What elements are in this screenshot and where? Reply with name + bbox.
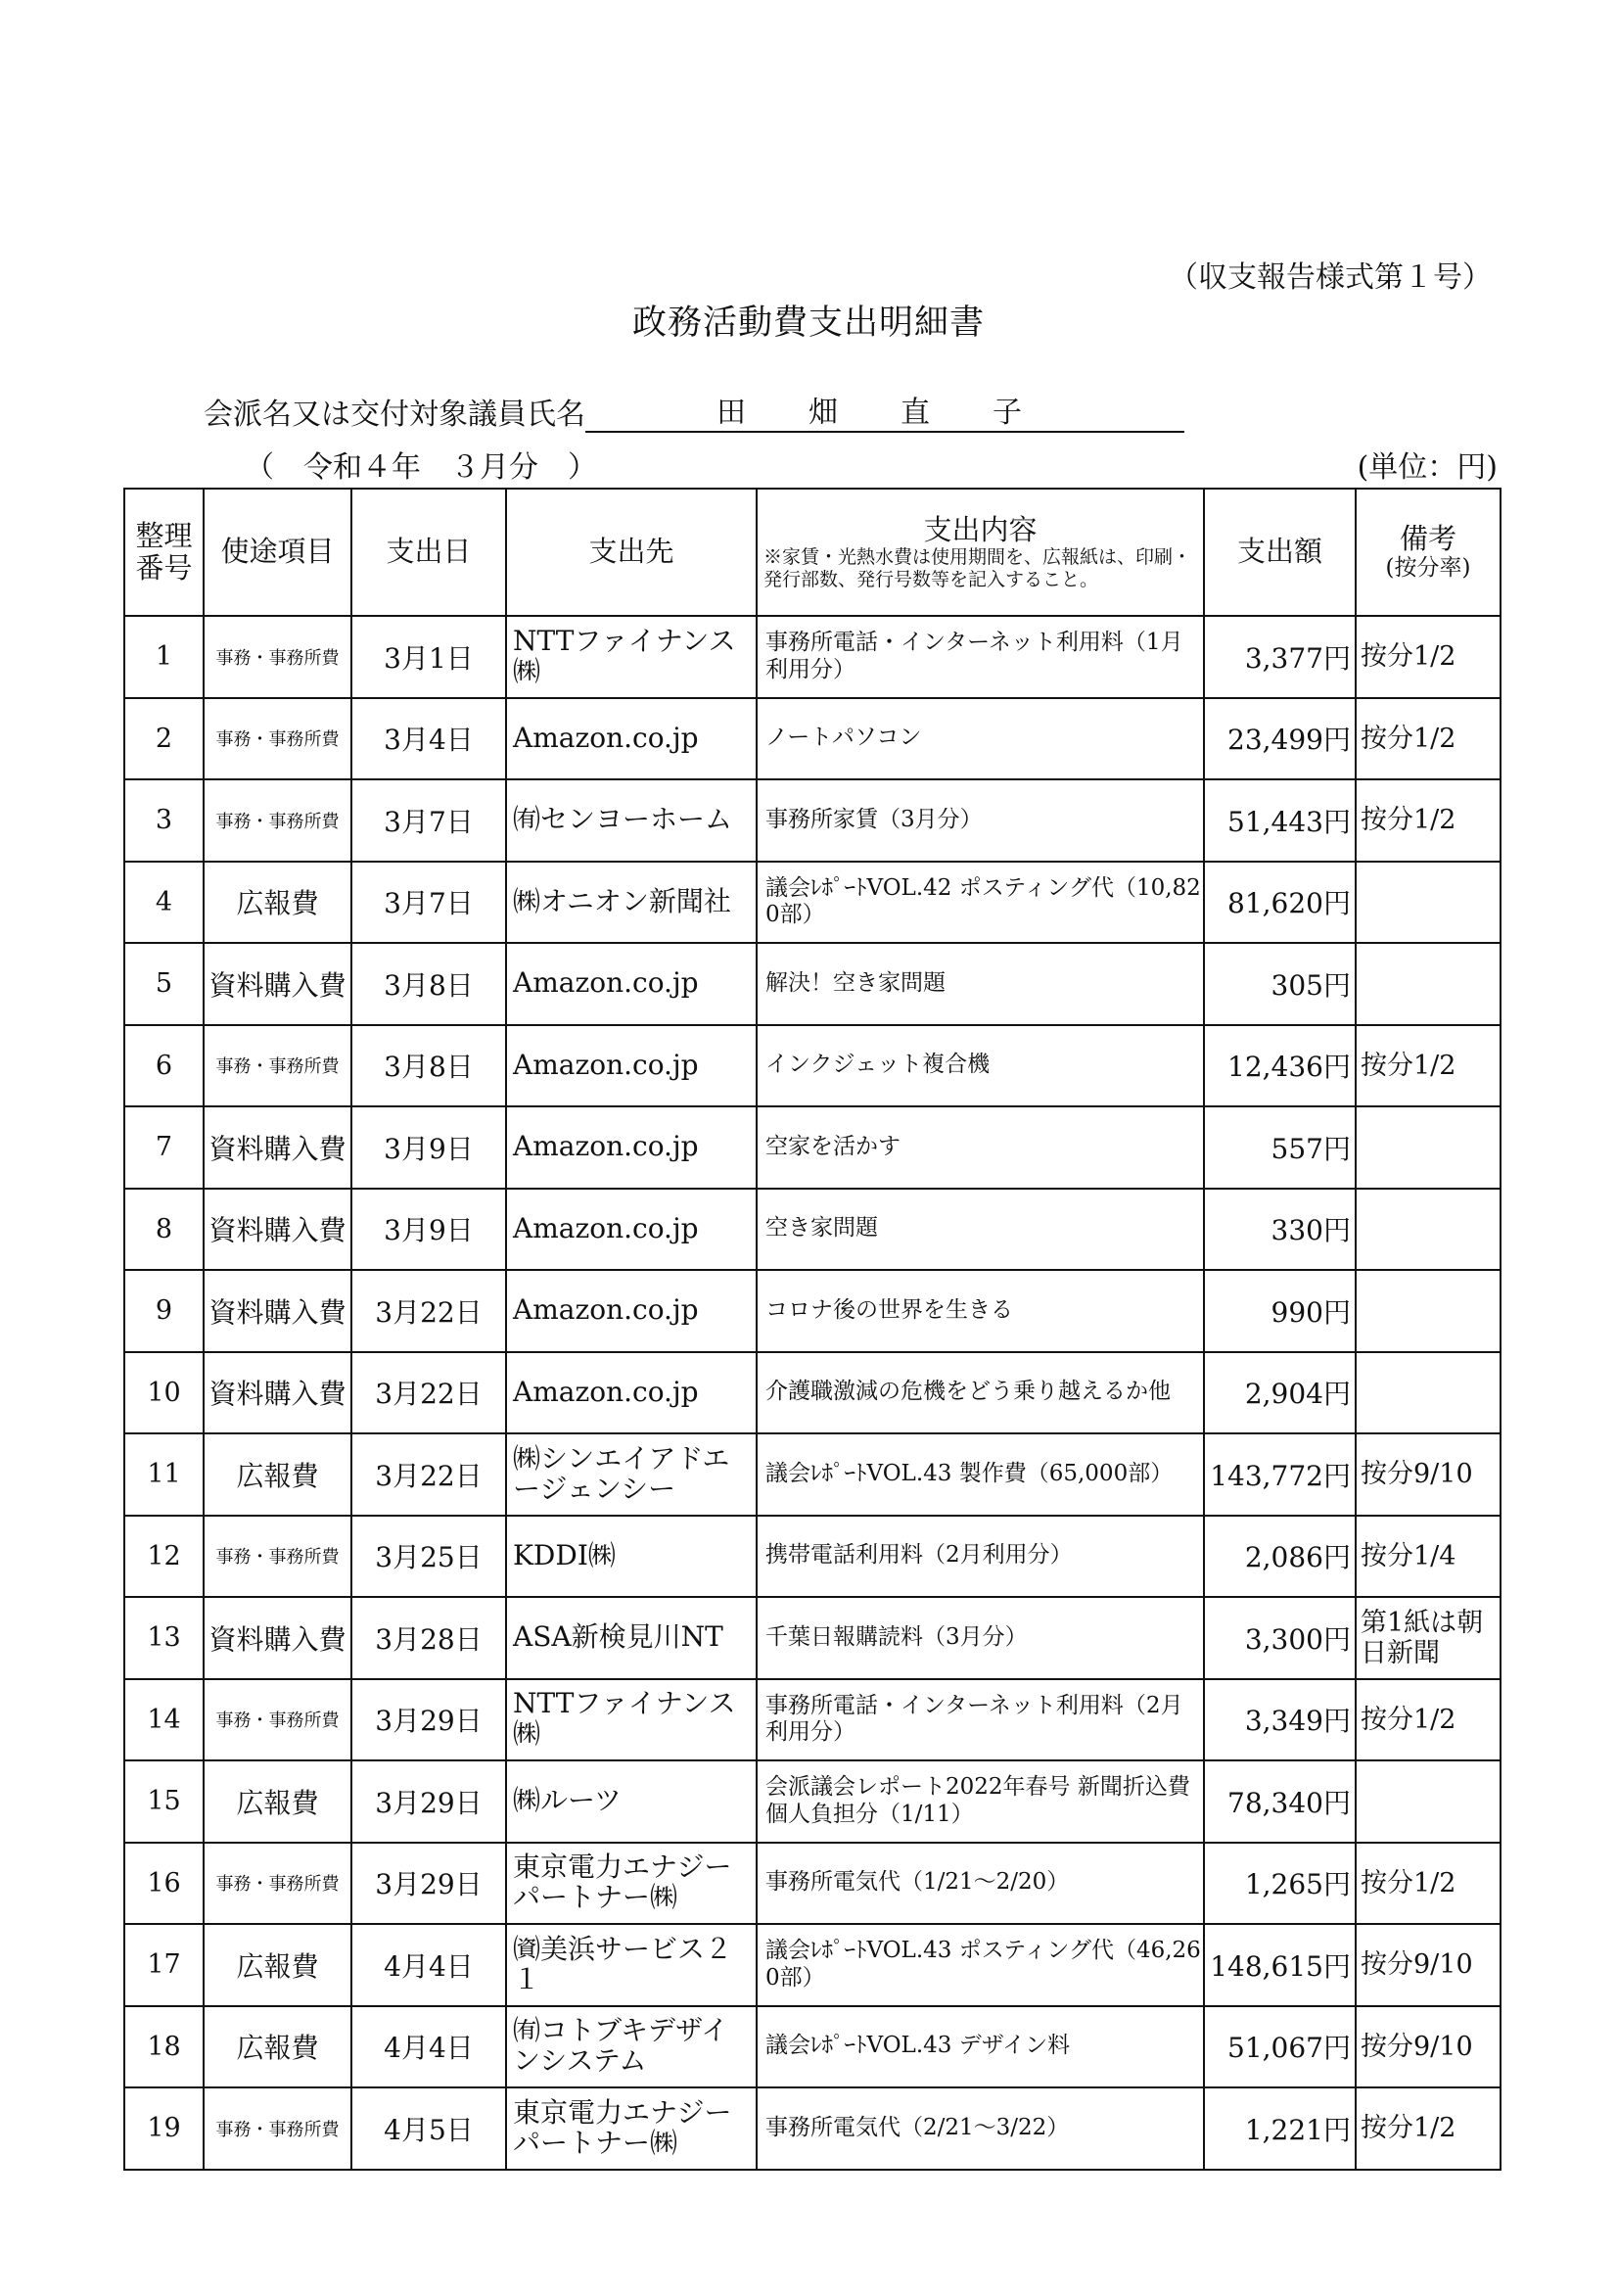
row-remarks: 第1紙は朝日新聞 [1356, 1597, 1501, 1679]
row-payee: NTTファイナンス㈱ [506, 616, 757, 698]
row-category: 事務・事務所費 [204, 1516, 351, 1598]
row-description: 事務所電気代（1/21～2/20） [757, 1843, 1204, 1925]
row-description: 会派議会レポート2022年春号 新聞折込費個人負担分（1/11） [757, 1760, 1204, 1843]
row-remarks: 按分1/2 [1356, 1843, 1501, 1925]
row-description: 事務所電話・インターネット利用料（1月利用分） [757, 616, 1204, 698]
row-description: インクジェット複合機 [757, 1025, 1204, 1107]
row-category: 広報費 [204, 2006, 351, 2088]
row-description: 議会ﾚﾎﾟｰﾄVOL.43 デザイン料 [757, 2006, 1204, 2088]
row-payee: Amazon.co.jp [506, 698, 757, 780]
row-remarks: 按分9/10 [1356, 2006, 1501, 2088]
row-payee: Amazon.co.jp [506, 943, 757, 1025]
table-row [124, 862, 1501, 944]
row-category: 資料購入費 [204, 1189, 351, 1271]
row-category: 資料購入費 [204, 1270, 351, 1352]
table-row [124, 1352, 1501, 1434]
row-number: 10 [124, 1352, 204, 1434]
row-date: 3月22日 [351, 1270, 506, 1352]
row-remarks [1356, 1352, 1501, 1434]
table-row [124, 698, 1501, 780]
row-amount: 330円 [1204, 1189, 1356, 1271]
row-number: 11 [124, 1433, 204, 1516]
row-number: 9 [124, 1270, 204, 1352]
table-body [124, 616, 1501, 2170]
row-payee: 東京電力エナジーパートナー㈱ [506, 2087, 757, 2170]
row-date: 3月4日 [351, 698, 506, 780]
row-payee: Amazon.co.jp [506, 1106, 757, 1189]
row-amount: 143,772円 [1204, 1433, 1356, 1516]
table-row [124, 1760, 1501, 1843]
row-number: 6 [124, 1025, 204, 1107]
table-row [124, 1843, 1501, 1925]
row-date: 4月4日 [351, 2006, 506, 2088]
row-description: 千葉日報購読料（3月分） [757, 1597, 1204, 1679]
row-remarks: 按分1/2 [1356, 616, 1501, 698]
row-description: 携帯電話利用料（2月利用分） [757, 1516, 1204, 1598]
member-name: 田畑直子 [585, 388, 1184, 433]
reporting-period: （ 令和４年 ３月分 ） [245, 450, 597, 485]
row-payee: Amazon.co.jp [506, 1270, 757, 1352]
row-remarks [1356, 1270, 1501, 1352]
row-category: 資料購入費 [204, 1352, 351, 1434]
row-amount: 78,340円 [1204, 1760, 1356, 1843]
row-number: 19 [124, 2087, 204, 2170]
row-date: 3月7日 [351, 862, 506, 944]
row-amount: 2,904円 [1204, 1352, 1356, 1434]
row-amount: 990円 [1204, 1270, 1356, 1352]
row-number: 18 [124, 2006, 204, 2088]
row-date: 4月4日 [351, 1924, 506, 2006]
row-date: 3月9日 [351, 1106, 506, 1189]
row-date: 3月8日 [351, 943, 506, 1025]
row-date: 3月1日 [351, 616, 506, 698]
header-description-main: 支出内容 [923, 512, 1038, 546]
row-category: 事務・事務所費 [204, 616, 351, 698]
row-amount: 3,377円 [1204, 616, 1356, 698]
row-date: 3月8日 [351, 1025, 506, 1107]
row-category: 事務・事務所費 [204, 2087, 351, 2170]
row-payee: ㈾美浜サービス２１ [506, 1924, 757, 2006]
row-date: 3月22日 [351, 1433, 506, 1516]
row-category: 資料購入費 [204, 1597, 351, 1679]
row-number: 5 [124, 943, 204, 1025]
row-number: 7 [124, 1106, 204, 1189]
expense-table [123, 488, 1502, 2171]
row-remarks [1356, 943, 1501, 1025]
table-row [124, 1025, 1501, 1107]
row-number: 3 [124, 779, 204, 862]
row-amount: 23,499円 [1204, 698, 1356, 780]
row-number: 4 [124, 862, 204, 944]
row-description: 空家を活かす [757, 1106, 1204, 1189]
row-amount: 1,265円 [1204, 1843, 1356, 1925]
table-row [124, 779, 1501, 862]
row-number: 15 [124, 1760, 204, 1843]
row-number: 2 [124, 698, 204, 780]
header-remarks-sub: (按分率) [1385, 555, 1471, 582]
row-payee: ㈱オニオン新聞社 [506, 862, 757, 944]
row-category: 事務・事務所費 [204, 698, 351, 780]
row-category: 資料購入費 [204, 943, 351, 1025]
row-category: 広報費 [204, 1760, 351, 1843]
table-row [124, 1679, 1501, 1761]
row-date: 3月29日 [351, 1760, 506, 1843]
row-number: 13 [124, 1597, 204, 1679]
row-amount: 1,221円 [1204, 2087, 1356, 2170]
row-payee: ㈲センヨーホーム [506, 779, 757, 862]
table-row [124, 1433, 1501, 1516]
row-remarks [1356, 862, 1501, 944]
row-amount: 3,300円 [1204, 1597, 1356, 1679]
row-number: 17 [124, 1924, 204, 2006]
row-description: ノートパソコン [757, 698, 1204, 780]
row-remarks: 按分9/10 [1356, 1433, 1501, 1516]
row-category: 資料購入費 [204, 1106, 351, 1189]
row-remarks: 按分1/2 [1356, 698, 1501, 780]
row-description: 解決！空き家問題 [757, 943, 1204, 1025]
row-date: 3月22日 [351, 1352, 506, 1434]
table-row [124, 2087, 1501, 2170]
table-row [124, 1516, 1501, 1598]
row-description: 介護職激減の危機をどう乗り越えるか他 [757, 1352, 1204, 1434]
row-remarks: 按分1/2 [1356, 779, 1501, 862]
row-payee: 東京電力エナジーパートナー㈱ [506, 1843, 757, 1925]
row-description: コロナ後の世界を生きる [757, 1270, 1204, 1352]
row-number: 12 [124, 1516, 204, 1598]
row-remarks: 按分9/10 [1356, 1924, 1501, 2006]
row-category: 事務・事務所費 [204, 779, 351, 862]
table-row [124, 943, 1501, 1025]
row-category: 事務・事務所費 [204, 1843, 351, 1925]
row-date: 3月7日 [351, 779, 506, 862]
table-row [124, 616, 1501, 698]
table-row [124, 1597, 1501, 1679]
row-payee: Amazon.co.jp [506, 1352, 757, 1434]
header-remarks [1356, 489, 1501, 616]
row-date: 3月28日 [351, 1597, 506, 1679]
row-number: 16 [124, 1843, 204, 1925]
row-number: 8 [124, 1189, 204, 1271]
row-amount: 305円 [1204, 943, 1356, 1025]
row-description: 事務所電気代（2/21～3/22） [757, 2087, 1204, 2170]
row-remarks: 按分1/2 [1356, 1025, 1501, 1107]
row-date: 3月25日 [351, 1516, 506, 1598]
row-payee: ㈲コトブキデザインシステム [506, 2006, 757, 2088]
row-category: 広報費 [204, 1433, 351, 1516]
row-description: 事務所家賃（3月分） [757, 779, 1204, 862]
table-row [124, 2006, 1501, 2088]
header-date: 支出日 [351, 489, 506, 616]
row-remarks [1356, 1189, 1501, 1271]
unit-label: (単位：円) [1357, 450, 1498, 485]
row-description: 事務所電話・インターネット利用料（2月利用分） [757, 1679, 1204, 1761]
row-date: 3月9日 [351, 1189, 506, 1271]
row-payee: Amazon.co.jp [506, 1025, 757, 1107]
row-amount: 557円 [1204, 1106, 1356, 1189]
row-description: 空き家問題 [757, 1189, 1204, 1271]
row-payee: NTTファイナンス㈱ [506, 1679, 757, 1761]
row-amount: 2,086円 [1204, 1516, 1356, 1598]
row-amount: 3,349円 [1204, 1679, 1356, 1761]
row-date: 4月5日 [351, 2087, 506, 2170]
page-title: 政務活動費支出明細書 [631, 304, 985, 343]
row-description: 議会ﾚﾎﾟｰﾄVOL.42 ポスティング代（10,820部） [757, 862, 1204, 944]
row-date: 3月29日 [351, 1843, 506, 1925]
row-remarks: 按分1/2 [1356, 1679, 1501, 1761]
member-label: 会派名又は交付対象議員氏名 [204, 398, 585, 432]
row-category: 広報費 [204, 862, 351, 944]
table-row [124, 1924, 1501, 2006]
header-no: 整理番号 [124, 489, 204, 616]
table-row [124, 1270, 1501, 1352]
row-remarks [1356, 1106, 1501, 1189]
table-header-row [124, 489, 1501, 616]
row-date: 3月29日 [351, 1679, 506, 1761]
header-remarks-main: 備考 [1399, 522, 1456, 556]
table-row [124, 1189, 1501, 1271]
form-number: （収支報告様式第１号） [1169, 260, 1492, 295]
header-payee: 支出先 [506, 489, 757, 616]
row-description: 議会ﾚﾎﾟｰﾄVOL.43 製作費（65,000部） [757, 1433, 1204, 1516]
row-category: 事務・事務所費 [204, 1025, 351, 1107]
row-remarks: 按分1/4 [1356, 1516, 1501, 1598]
header-description-note: ※家賃・光熱水費は使用期間を、広報紙は、印刷・発行部数、発行号数等を記入すること。 [763, 545, 1192, 590]
row-remarks [1356, 1760, 1501, 1843]
row-payee: KDDI㈱ [506, 1516, 757, 1598]
row-category: 広報費 [204, 1924, 351, 2006]
row-payee: ㈱シンエイアドエージェンシー [506, 1433, 757, 1516]
table-row [124, 1106, 1501, 1189]
row-amount: 51,443円 [1204, 779, 1356, 862]
row-number: 1 [124, 616, 204, 698]
row-amount: 51,067円 [1204, 2006, 1356, 2088]
row-description: 議会ﾚﾎﾟｰﾄVOL.43 ポスティング代（46,260部） [757, 1924, 1204, 2006]
header-amount: 支出額 [1204, 489, 1356, 616]
row-amount: 81,620円 [1204, 862, 1356, 944]
header-description [757, 489, 1204, 616]
member-name-line [204, 388, 1184, 433]
row-amount: 12,436円 [1204, 1025, 1356, 1107]
row-payee: ASA新検見川NT [506, 1597, 757, 1679]
row-category: 事務・事務所費 [204, 1679, 351, 1761]
row-payee: Amazon.co.jp [506, 1189, 757, 1271]
header-category: 使途項目 [204, 489, 351, 616]
row-payee: ㈱ルーツ [506, 1760, 757, 1843]
row-remarks: 按分1/2 [1356, 2087, 1501, 2170]
row-amount: 148,615円 [1204, 1924, 1356, 2006]
row-number: 14 [124, 1679, 204, 1761]
